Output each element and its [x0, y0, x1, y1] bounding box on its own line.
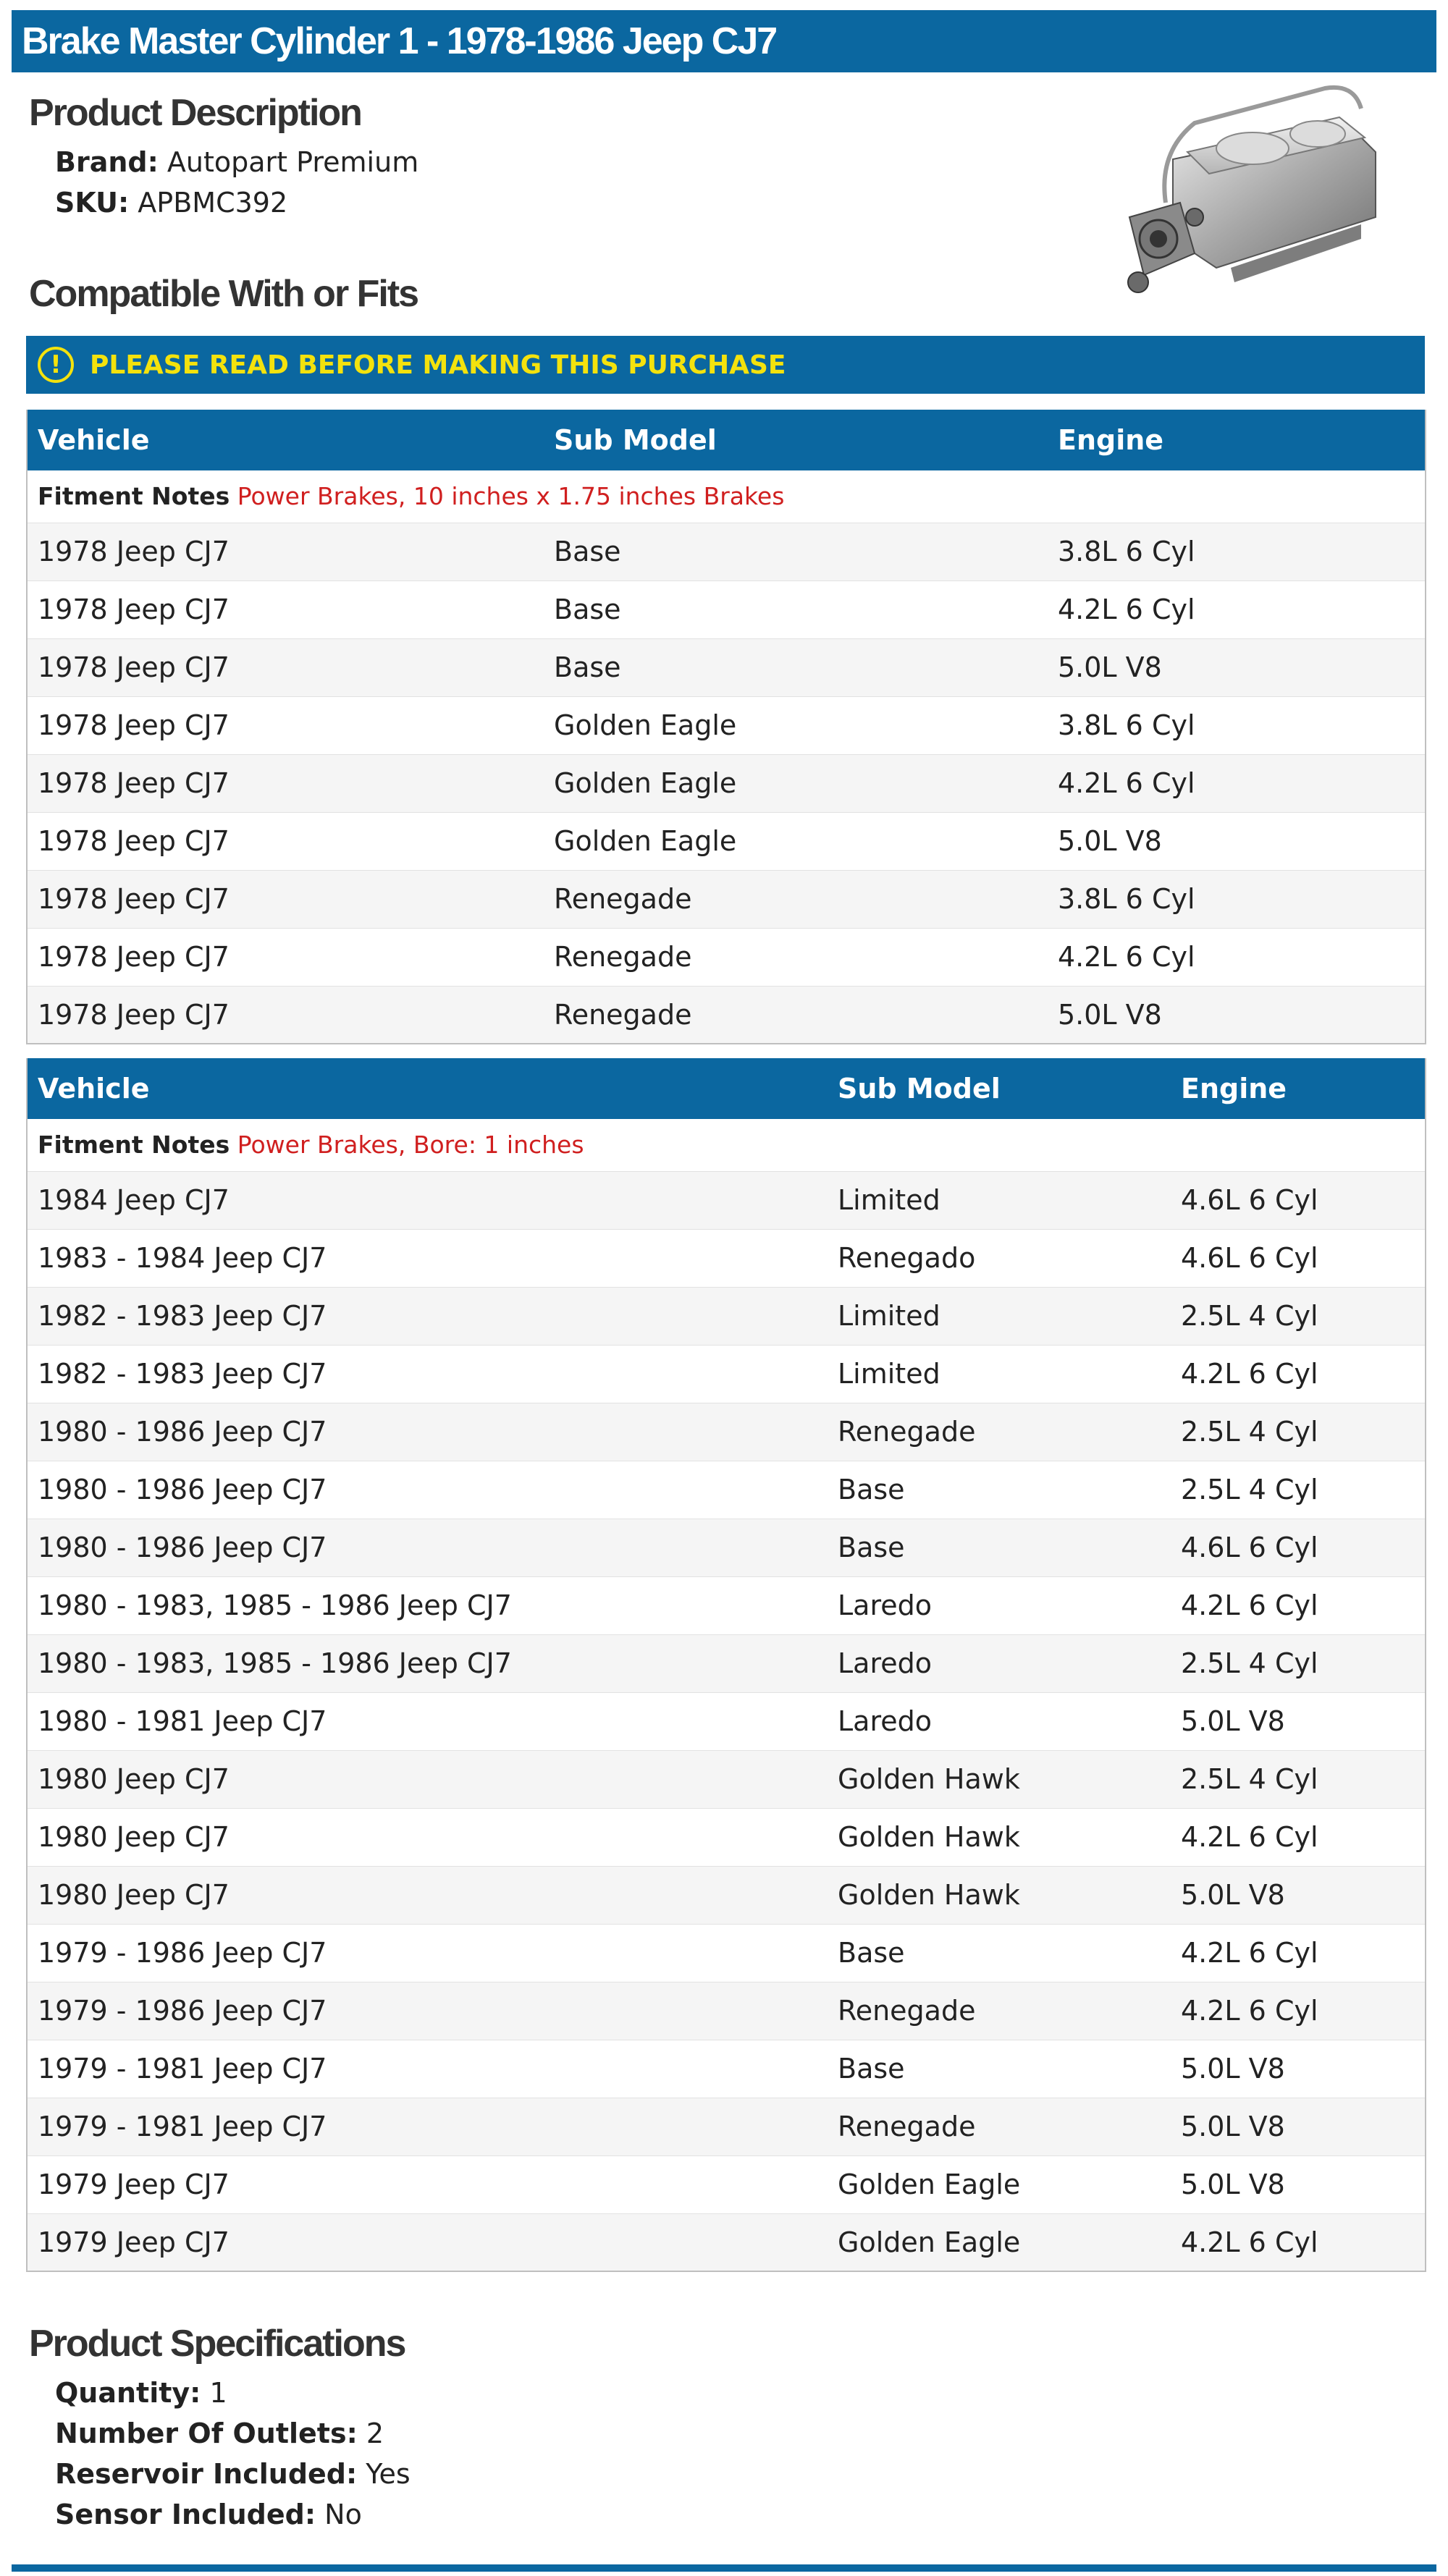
- sub-model-cell: Golden Eagle: [544, 696, 1048, 754]
- table-row: [27, 812, 1426, 870]
- sub-model-cell: Laredo: [828, 1634, 1171, 1692]
- engine-cell: 4.2L 6 Cyl: [1171, 2213, 1426, 2271]
- sku-value: APBMC392: [138, 187, 288, 219]
- vehicle-cell: 1978 Jeep CJ7: [27, 986, 544, 1044]
- product-description-list: [55, 142, 418, 223]
- vehicle-cell: 1978 Jeep CJ7: [27, 580, 544, 638]
- table-row: [27, 1576, 1426, 1634]
- table-header-row: [27, 1058, 1426, 1119]
- vehicle-cell: 1979 - 1986 Jeep CJ7: [27, 1924, 828, 1982]
- vehicle-cell: 1980 - 1986 Jeep CJ7: [27, 1461, 828, 1519]
- vehicle-cell: 1978 Jeep CJ7: [27, 696, 544, 754]
- table-row: [27, 928, 1426, 986]
- table-row: [27, 1171, 1426, 1229]
- engine-cell: 4.2L 6 Cyl: [1171, 1982, 1426, 2040]
- sub-model-cell: Renegade: [828, 1982, 1171, 2040]
- column-header-vehicle: Vehicle: [27, 410, 544, 470]
- engine-cell: 5.0L V8: [1048, 986, 1426, 1044]
- engine-cell: 2.5L 4 Cyl: [1171, 1461, 1426, 1519]
- column-header-sub-model: Sub Model: [544, 410, 1048, 470]
- table-row: [27, 754, 1426, 812]
- table-row: [27, 696, 1426, 754]
- vehicle-cell: 1980 - 1983, 1985 - 1986 Jeep CJ7: [27, 1576, 828, 1634]
- vehicle-cell: 1980 Jeep CJ7: [27, 1808, 828, 1866]
- brand-row: [55, 142, 418, 182]
- column-header-engine: Engine: [1171, 1058, 1426, 1119]
- sub-model-cell: Laredo: [828, 1576, 1171, 1634]
- spec-row-reservoir: [55, 2454, 411, 2494]
- vehicle-cell: 1980 - 1983, 1985 - 1986 Jeep CJ7: [27, 1634, 828, 1692]
- sub-model-cell: Limited: [828, 1287, 1171, 1345]
- vehicle-cell: 1978 Jeep CJ7: [27, 870, 544, 928]
- fitment-notes-value: Power Brakes, Bore: 1 inches: [237, 1131, 584, 1160]
- vehicle-cell: 1980 Jeep CJ7: [27, 1866, 828, 1924]
- notice-text: PLEASE READ BEFORE MAKING THIS PURCHASE: [90, 350, 786, 380]
- engine-cell: 4.2L 6 Cyl: [1048, 580, 1426, 638]
- engine-cell: 3.8L 6 Cyl: [1048, 870, 1426, 928]
- product-specifications-list: [55, 2373, 411, 2535]
- sub-model-cell: Base: [828, 1461, 1171, 1519]
- sub-model-cell: Golden Hawk: [828, 1866, 1171, 1924]
- table-row: [27, 2213, 1426, 2271]
- table-row: [27, 580, 1426, 638]
- engine-cell: 2.5L 4 Cyl: [1171, 1634, 1426, 1692]
- engine-cell: 2.5L 4 Cyl: [1171, 1403, 1426, 1461]
- engine-cell: 3.8L 6 Cyl: [1048, 523, 1426, 580]
- sub-model-cell: Base: [544, 580, 1048, 638]
- engine-cell: 4.2L 6 Cyl: [1171, 1808, 1426, 1866]
- engine-cell: 5.0L V8: [1171, 2098, 1426, 2155]
- table-row: [27, 1692, 1426, 1750]
- engine-cell: 4.2L 6 Cyl: [1171, 1924, 1426, 1982]
- sub-model-cell: Base: [544, 638, 1048, 696]
- vehicle-cell: 1978 Jeep CJ7: [27, 928, 544, 986]
- spec-value: 2: [366, 2417, 384, 2449]
- sub-model-cell: Renegado: [828, 1229, 1171, 1287]
- spec-label: Number Of Outlets:: [55, 2417, 358, 2449]
- page-title: Brake Master Cylinder 1 - 1978-1986 Jeep CJ7: [12, 10, 1436, 72]
- sub-model-cell: Laredo: [828, 1692, 1171, 1750]
- sub-model-cell: Base: [828, 2040, 1171, 2098]
- table-row: [27, 2098, 1426, 2155]
- vehicle-cell: 1980 - 1986 Jeep CJ7: [27, 1519, 828, 1576]
- vehicle-cell: 1979 - 1981 Jeep CJ7: [27, 2098, 828, 2155]
- engine-cell: 4.2L 6 Cyl: [1048, 928, 1426, 986]
- fitment-notes-cell: [27, 470, 1426, 523]
- product-image: [1086, 72, 1390, 326]
- table-row: [27, 1287, 1426, 1345]
- fitment-notes-row: [27, 470, 1426, 523]
- vehicle-cell: 1979 - 1986 Jeep CJ7: [27, 1982, 828, 2040]
- table-row: [27, 1924, 1426, 1982]
- sub-model-cell: Golden Eagle: [544, 754, 1048, 812]
- table-row: [27, 1634, 1426, 1692]
- sku-label: SKU:: [55, 187, 130, 219]
- vehicle-cell: 1983 - 1984 Jeep CJ7: [27, 1229, 828, 1287]
- fitment-notes-row: [27, 1119, 1426, 1171]
- engine-cell: 4.6L 6 Cyl: [1171, 1519, 1426, 1576]
- spec-value: No: [324, 2499, 362, 2530]
- spec-label: Quantity:: [55, 2377, 201, 2409]
- column-header-vehicle: Vehicle: [27, 1058, 828, 1119]
- purchase-notice: [26, 336, 1425, 394]
- table-row: [27, 1461, 1426, 1519]
- engine-cell: 5.0L V8: [1048, 812, 1426, 870]
- spec-label: Reservoir Included:: [55, 2458, 358, 2490]
- brand-label: Brand:: [55, 146, 159, 178]
- sub-model-cell: Renegade: [544, 986, 1048, 1044]
- sub-model-cell: Base: [828, 1519, 1171, 1576]
- sub-model-cell: Limited: [828, 1345, 1171, 1403]
- engine-cell: 2.5L 4 Cyl: [1171, 1287, 1426, 1345]
- spec-row-sensor: [55, 2494, 411, 2535]
- engine-cell: 3.8L 6 Cyl: [1048, 696, 1426, 754]
- sub-model-cell: Renegade: [828, 1403, 1171, 1461]
- table-row: [27, 2155, 1426, 2213]
- vehicle-cell: 1980 - 1981 Jeep CJ7: [27, 1692, 828, 1750]
- vehicle-cell: 1978 Jeep CJ7: [27, 523, 544, 580]
- spec-value: Yes: [366, 2458, 411, 2490]
- engine-cell: 5.0L V8: [1171, 1692, 1426, 1750]
- spec-value: 1: [209, 2377, 227, 2409]
- table-row: [27, 1866, 1426, 1924]
- sub-model-cell: Base: [544, 523, 1048, 580]
- sub-model-cell: Golden Eagle: [544, 812, 1048, 870]
- footer-divider: [12, 2564, 1436, 2572]
- engine-cell: 4.2L 6 Cyl: [1171, 1345, 1426, 1403]
- spec-label: Sensor Included:: [55, 2499, 316, 2530]
- table-row: [27, 1229, 1426, 1287]
- table-row: [27, 1519, 1426, 1576]
- table-row: [27, 870, 1426, 928]
- fitment-table-2: [26, 1058, 1426, 2272]
- sub-model-cell: Renegade: [544, 928, 1048, 986]
- engine-cell: 2.5L 4 Cyl: [1171, 1750, 1426, 1808]
- table-row: [27, 2040, 1426, 2098]
- fitment-notes-cell: [27, 1119, 1426, 1171]
- sub-model-cell: Limited: [828, 1171, 1171, 1229]
- fitment-notes-label: Fitment Notes: [38, 1131, 230, 1160]
- column-header-engine: Engine: [1048, 410, 1426, 470]
- column-header-sub-model: Sub Model: [828, 1058, 1171, 1119]
- table-row: [27, 1345, 1426, 1403]
- vehicle-cell: 1982 - 1983 Jeep CJ7: [27, 1345, 828, 1403]
- sub-model-cell: Renegade: [828, 2098, 1171, 2155]
- fitment-notes-label: Fitment Notes: [38, 482, 230, 511]
- vehicle-cell: 1979 - 1981 Jeep CJ7: [27, 2040, 828, 2098]
- table-row: [27, 523, 1426, 580]
- table-row: [27, 1403, 1426, 1461]
- engine-cell: 5.0L V8: [1171, 1866, 1426, 1924]
- vehicle-cell: 1982 - 1983 Jeep CJ7: [27, 1287, 828, 1345]
- sub-model-cell: Golden Hawk: [828, 1750, 1171, 1808]
- vehicle-cell: 1979 Jeep CJ7: [27, 2213, 828, 2271]
- sub-model-cell: Base: [828, 1924, 1171, 1982]
- engine-cell: 5.0L V8: [1048, 638, 1426, 696]
- sub-model-cell: Golden Eagle: [828, 2155, 1171, 2213]
- spec-row-quantity: [55, 2373, 411, 2413]
- vehicle-cell: 1978 Jeep CJ7: [27, 754, 544, 812]
- exclamation-circle-icon: !: [38, 347, 74, 383]
- product-specifications-heading: Product Specifications: [29, 2323, 405, 2365]
- sub-model-cell: Golden Hawk: [828, 1808, 1171, 1866]
- vehicle-cell: 1984 Jeep CJ7: [27, 1171, 828, 1229]
- table-row: [27, 1982, 1426, 2040]
- sku-row: [55, 182, 418, 223]
- sub-model-cell: Golden Eagle: [828, 2213, 1171, 2271]
- vehicle-cell: 1980 Jeep CJ7: [27, 1750, 828, 1808]
- engine-cell: 4.6L 6 Cyl: [1171, 1229, 1426, 1287]
- brand-value: Autopart Premium: [167, 146, 419, 178]
- engine-cell: 4.6L 6 Cyl: [1171, 1171, 1426, 1229]
- table-row: [27, 1808, 1426, 1866]
- table-row: [27, 986, 1426, 1044]
- fitment-notes-value: Power Brakes, 10 inches x 1.75 inches Brakes: [237, 482, 785, 511]
- engine-cell: 5.0L V8: [1171, 2155, 1426, 2213]
- table-row: [27, 1750, 1426, 1808]
- engine-cell: 4.2L 6 Cyl: [1048, 754, 1426, 812]
- fitment-table-1: [26, 410, 1426, 1044]
- engine-cell: 5.0L V8: [1171, 2040, 1426, 2098]
- vehicle-cell: 1980 - 1986 Jeep CJ7: [27, 1403, 828, 1461]
- sub-model-cell: Renegade: [544, 870, 1048, 928]
- vehicle-cell: 1978 Jeep CJ7: [27, 812, 544, 870]
- vehicle-cell: 1979 Jeep CJ7: [27, 2155, 828, 2213]
- product-description-heading: Product Description: [29, 92, 361, 134]
- table-row: [27, 638, 1426, 696]
- engine-cell: 4.2L 6 Cyl: [1171, 1576, 1426, 1634]
- compatibility-heading: Compatible With or Fits: [29, 273, 418, 315]
- table-header-row: [27, 410, 1426, 470]
- spec-row-outlets: [55, 2413, 411, 2454]
- vehicle-cell: 1978 Jeep CJ7: [27, 638, 544, 696]
